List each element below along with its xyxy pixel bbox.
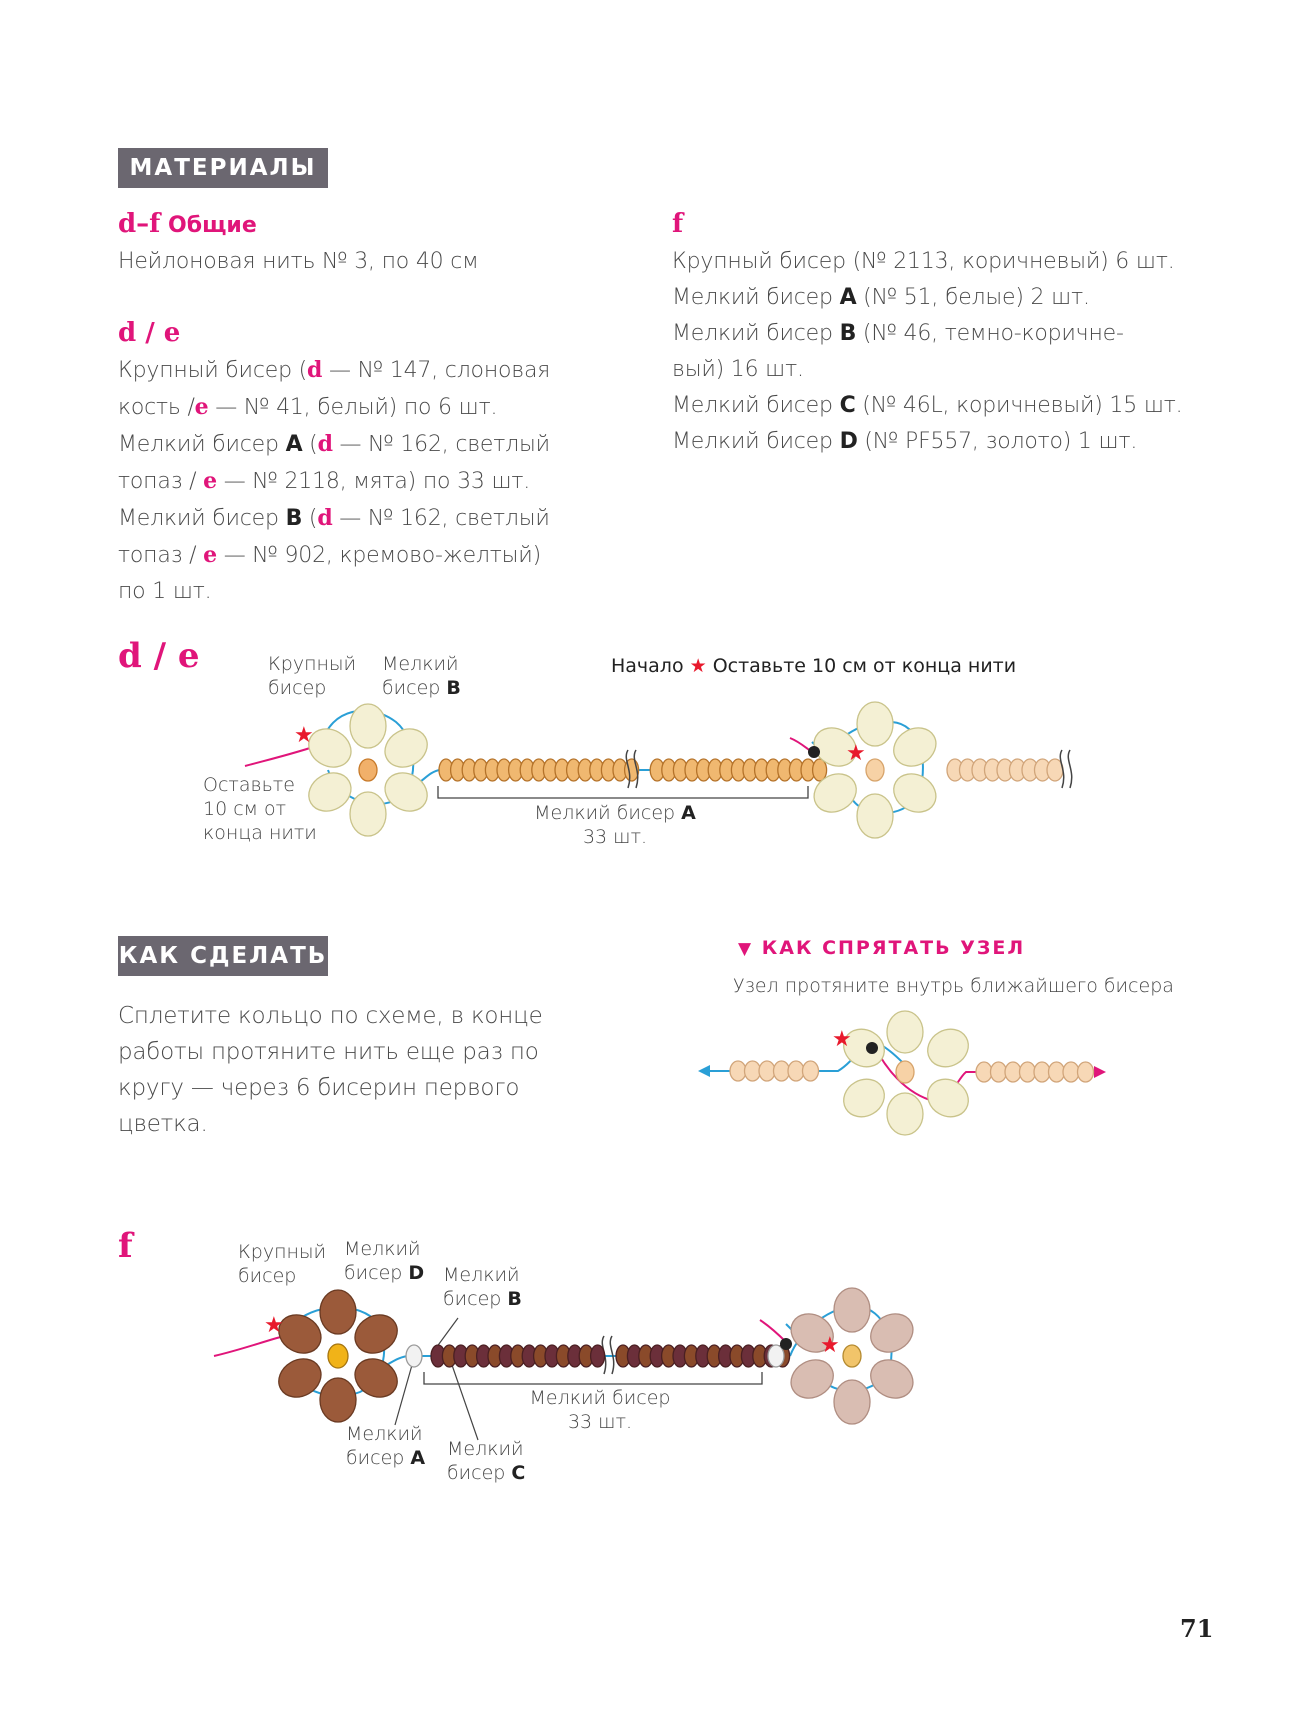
de-line-2: кость /e — № 41, белый) по 6 шт. bbox=[118, 394, 498, 420]
triangle-down-icon: ▼ bbox=[738, 939, 754, 959]
de-line-6: топаз / e — № 902, кремово-желтый) bbox=[118, 542, 541, 568]
de-star-right-icon: ★ bbox=[846, 741, 866, 766]
f-small-bead-a bbox=[768, 1345, 784, 1367]
howto-header: КАК СДЕЛАТЬ bbox=[118, 936, 328, 976]
de-line-5: Мелкий бисер B (d — № 162, светлый bbox=[118, 505, 550, 531]
f-star-left-icon: ★ bbox=[264, 1313, 284, 1338]
de-label-leave: Оставьте 10 см от конца нити bbox=[203, 774, 317, 844]
f-leader-a bbox=[395, 1365, 412, 1425]
de-label-small-a: Мелкий бисер A 33 шт. bbox=[534, 802, 696, 848]
start-star-icon: ★ bbox=[689, 655, 707, 677]
f-line-6: Мелкий бисер D (№ PF557, золото) 1 шт. bbox=[672, 429, 1138, 454]
f-line-4: вый) 16 шт. bbox=[672, 357, 804, 382]
f-label-small-c: Мелкий бисер C bbox=[447, 1438, 526, 1484]
f-leader-b bbox=[436, 1318, 458, 1348]
howto-text: Сплетите кольцо по схеме, в конце работы протяните нить еще раз по кругу — через 6 бисерин первого цветка. bbox=[118, 1003, 543, 1137]
f-right-large-bead bbox=[834, 1288, 870, 1332]
f-knot bbox=[780, 1338, 792, 1350]
f-right-large-bead bbox=[784, 1352, 840, 1405]
f-line-2: Мелкий бисер A (№ 51, белые) 2 шт. bbox=[672, 285, 1090, 310]
f-left-large-bead bbox=[272, 1351, 328, 1404]
de-title: d / e bbox=[118, 318, 181, 348]
de-line-4: топаз / e — № 2118, мята) по 33 шт. bbox=[118, 468, 531, 494]
common-text: Нейлоновая нить № 3, по 40 см bbox=[118, 249, 479, 274]
page-number: 71 bbox=[1180, 1614, 1214, 1643]
de-label-start: Начало ★ Оставьте 10 см от конца нити bbox=[611, 655, 1017, 677]
f-line-3: Мелкий бисер B (№ 46, темно-коричне- bbox=[672, 321, 1124, 346]
f-left-large-bead bbox=[320, 1378, 356, 1422]
f-right-large-bead bbox=[864, 1306, 920, 1359]
f-label-large: Крупный бисер bbox=[238, 1241, 327, 1287]
f-label-small-33: Мелкий бисер 33 шт. bbox=[529, 1387, 671, 1433]
de-label-small-b: Мелкий бисер B bbox=[382, 653, 461, 699]
common-title: d–f Общие bbox=[118, 209, 257, 239]
f-line-5: Мелкий бисер C (№ 46L, коричневый) 15 шт. bbox=[672, 393, 1183, 418]
f-right-large-bead bbox=[864, 1352, 920, 1405]
f-thread-pink-left bbox=[214, 1336, 284, 1356]
f-left-large-bead bbox=[320, 1290, 356, 1334]
diagram-de-letter: d / e bbox=[118, 636, 200, 676]
f-bracket bbox=[424, 1372, 762, 1384]
f-line-1: Крупный бисер (№ 2113, коричневый) 6 шт. bbox=[672, 249, 1175, 274]
f-title: f bbox=[672, 209, 684, 239]
f-star-right-icon: ★ bbox=[820, 1333, 840, 1358]
de-star-left-icon: ★ bbox=[294, 723, 314, 748]
f-right-large-bead bbox=[834, 1380, 870, 1424]
f-label-small-a: Мелкий бисер A bbox=[346, 1423, 426, 1469]
f-label-small-d: Мелкий бисер D bbox=[344, 1238, 425, 1284]
f-thread-pink-right bbox=[760, 1320, 786, 1342]
f-small-bead-a bbox=[406, 1345, 422, 1367]
f-row-small-bead bbox=[591, 1345, 605, 1367]
f-right-center-bead bbox=[843, 1345, 861, 1367]
f-left-center-bead bbox=[328, 1344, 348, 1368]
tip-text: Узел протяните внутрь ближайшего бисера bbox=[733, 975, 1174, 997]
f-left-large-bead bbox=[348, 1307, 404, 1360]
de-label-large-bead: Крупный бисер bbox=[268, 653, 357, 699]
tip-star-icon: ★ bbox=[832, 1027, 852, 1052]
de-line-1: Крупный бисер (d — № 147, слоновая bbox=[118, 357, 551, 383]
materials-header: МАТЕРИАЛЫ bbox=[118, 148, 328, 188]
f-leader-c bbox=[452, 1365, 478, 1440]
de-line-3: Мелкий бисер A (d — № 162, светлый bbox=[118, 431, 550, 457]
de-line-7: по 1 шт. bbox=[118, 579, 212, 604]
tip-title: ▼ КАК СПРЯТАТЬ УЗЕЛ bbox=[738, 937, 1026, 959]
f-label-small-b: Мелкий бисер B bbox=[443, 1264, 522, 1310]
diagram-f-letter: f bbox=[118, 1226, 133, 1266]
